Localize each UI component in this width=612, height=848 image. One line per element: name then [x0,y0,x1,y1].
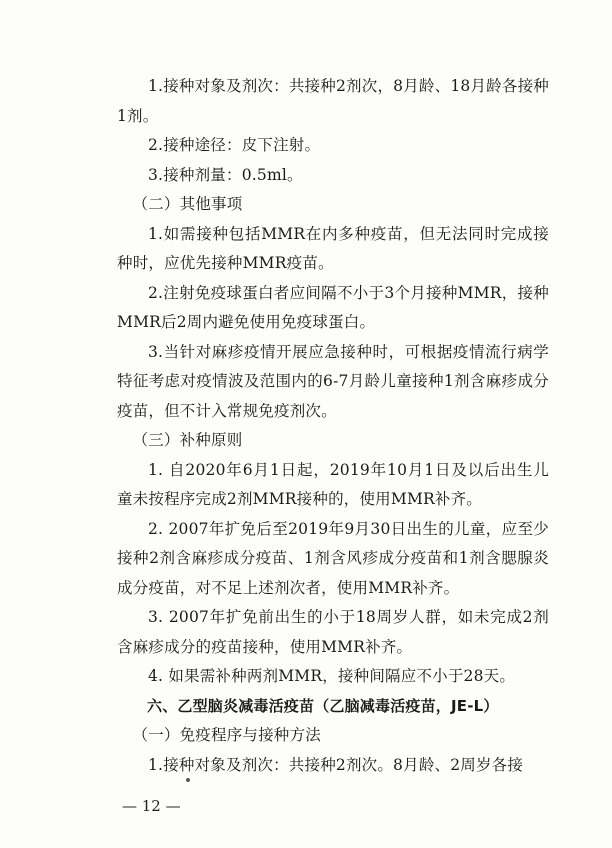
paragraph-other-1: 1.如需接种包括MMR在内多种疫苗，但无法同时完成接种时，应优先接种MMR疫苗。 [117,224,549,272]
paragraph-je-dose-schedule: 1.接种对象及剂次：共接种2剂次。8月龄、2周岁各接 [148,755,524,774]
section-heading-je-l-vaccine: 六、乙型脑炎减毒活疫苗（乙脑减毒活疫苗，JE-L） [147,696,499,715]
paragraph-catch-up-2: 2. 2007年扩免后至2019年9月30日出生的儿童，应至少接种2剂含麻疹成分疫苗、1剂含风疹成分疫苗和1剂含腮腺炎成分疫苗，对不足上述剂次者，使用MMR补齐。 [117,519,549,597]
paragraph-other-2: 2.注射免疫球蛋白者应间隔不小于3个月接种MMR，接种MMR后2周内避免使用免疫球蛋白。 [117,283,549,331]
paragraph-dosage: 3.接种剂量：0.5ml。 [148,165,303,184]
paragraph-catch-up-4: 4. 如果需补种两剂MMR，接种间隔应不小于28天。 [148,667,516,685]
page-body [117,72,549,780]
section-heading-immunization-schedule: （一）免疫程序与接种方法 [132,726,321,744]
paragraph-catch-up-3: 3. 2007年扩免前出生的小于18周岁人群，如未完成2剂含麻疹成分的疫苗接种，使用MMR补齐。 [117,608,549,656]
section-heading-other-matters: （二）其他事项 [132,195,243,213]
paragraph-other-3: 3.当针对麻疹疫情开展应急接种时，可根据疫情流行病学特征考虑对疫情波及范围内的6-7月龄儿童接种1剂含麻疹成分疫苗，但不计入常规免疫剂次。 [117,342,549,420]
page-number: — 12 — [122,797,181,815]
scan-dot [186,778,190,782]
paragraph-dose-schedule: 1.接种对象及剂次：共接种2剂次，8月龄、18月龄各接种1剂。 [117,77,549,125]
section-heading-catch-up: （三）补种原则 [132,431,243,449]
paragraph-route: 2.接种途径：皮下注射。 [148,136,321,154]
paragraph-catch-up-1: 1. 自2020年6月1日起，2019年10月1日及以后出生儿童未按程序完成2剂MMR接种的，使用MMR补齐。 [117,460,549,508]
